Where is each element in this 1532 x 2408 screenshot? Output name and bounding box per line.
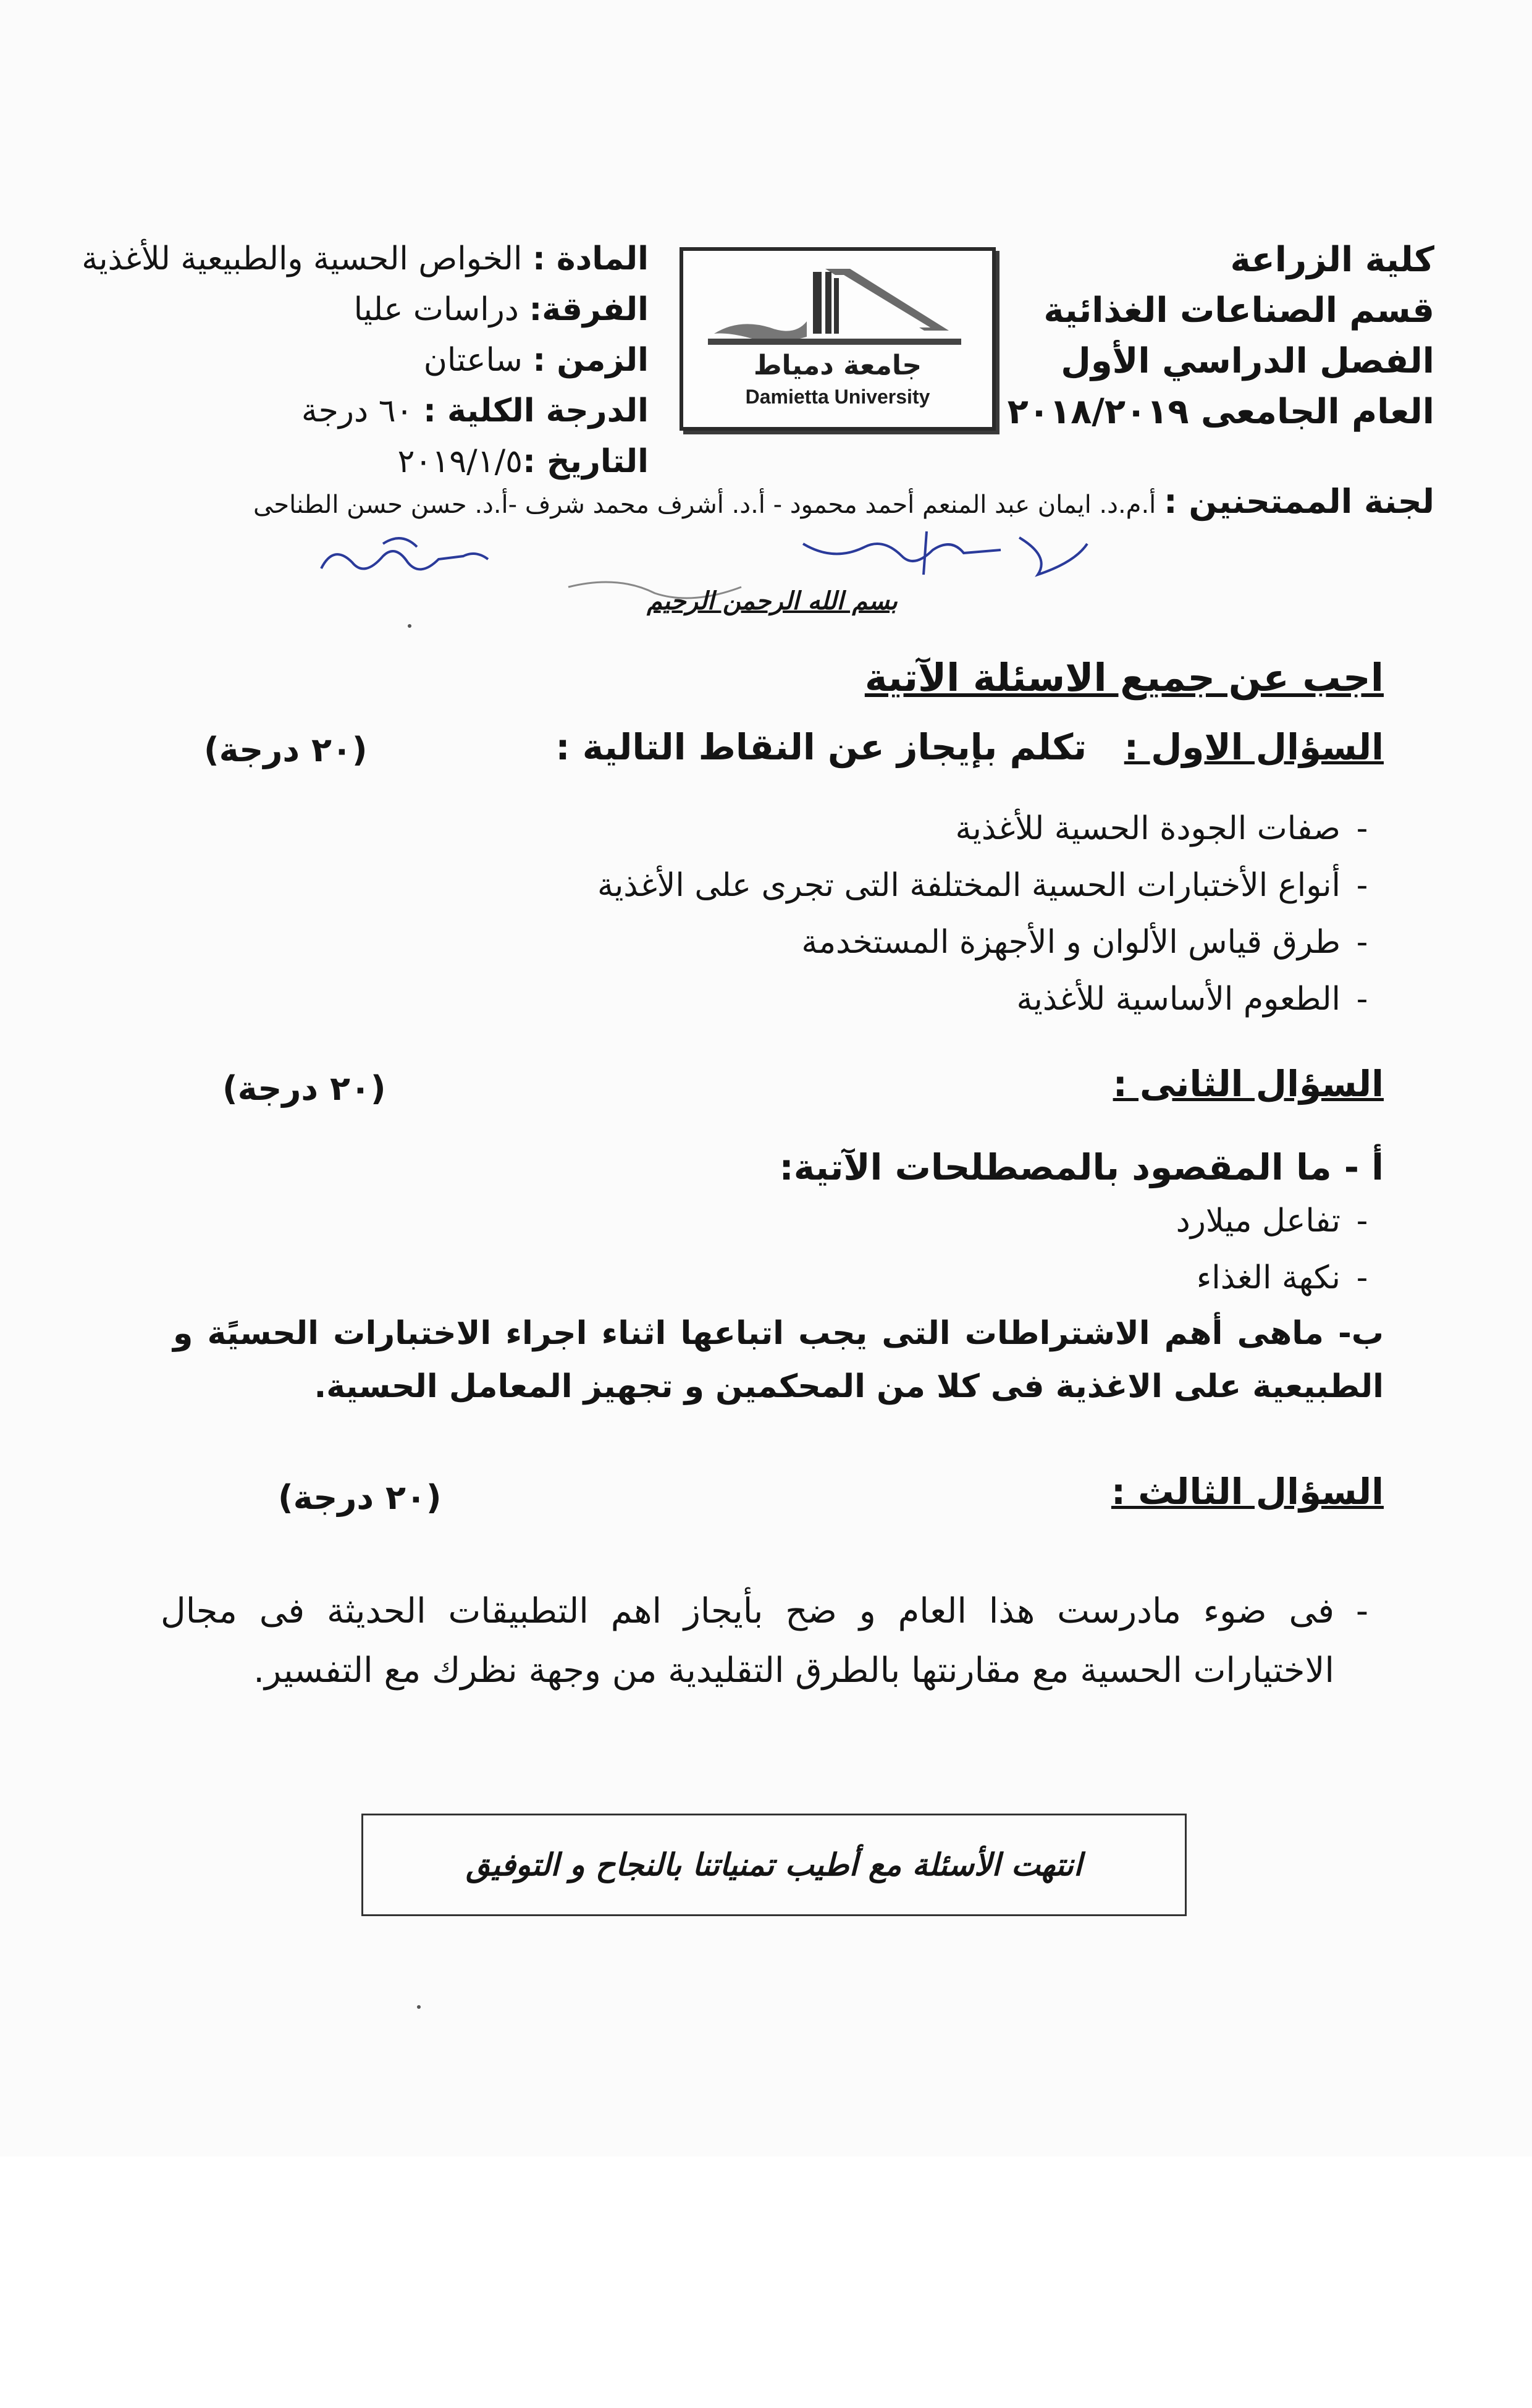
question-3-dash: - xyxy=(1355,1591,1369,1631)
logo-emblem-icon xyxy=(702,260,974,352)
level-value: دراسات عليا xyxy=(353,291,519,328)
basmala: بسم الله الرحمن الرحيم xyxy=(647,587,898,615)
question-2-title xyxy=(890,1063,1384,1105)
university-logo xyxy=(680,247,996,431)
question-2-part-b: ب- ماهى أهم الاشتراطات التى يجب اتباعها اثناء اجراء الاختبارات الحسيًة و الطبيعية على الاغذية فى كلا من المحكمين و تجهيز المعامل الحسية. xyxy=(173,1315,1384,1405)
academic-year: العام الجامعى ٢٠١٨/٢٠١٩ xyxy=(1007,392,1434,432)
level-label: الفرقة: xyxy=(529,291,649,328)
question-1-list xyxy=(395,800,1384,1028)
level-row xyxy=(142,284,649,335)
question-2-label: السؤال الثانى : xyxy=(1113,1063,1384,1105)
question-2-list xyxy=(395,1193,1384,1306)
time-label: الزمن : xyxy=(532,342,649,379)
date-row xyxy=(142,436,649,487)
question-3-title xyxy=(890,1471,1384,1513)
question-1-grade: (٢٠ درجة) xyxy=(204,730,368,769)
list-item: -الطعوم الأساسية للأغذية xyxy=(1016,981,1368,1018)
date-label: التاريخ : xyxy=(523,443,649,480)
question-2-grade: (٢٠ درجة) xyxy=(222,1069,386,1108)
college-header xyxy=(1007,235,1434,437)
list-item: -أنواع الأختبارات الحسية المختلفة التى تجرى على الأغذية xyxy=(597,867,1368,904)
list-item: -طرق قياس الألوان و الأجهزة المستخدمة xyxy=(801,924,1368,961)
question-2-part-a: أ - ما المقصود بالمصطلحات الآتية: xyxy=(779,1146,1384,1188)
subject-value: الخواص الحسية والطبيعية للأغذية xyxy=(82,240,523,277)
college-name: كلية الزراعة xyxy=(1230,240,1434,280)
scan-speck xyxy=(417,2005,421,2009)
logo-arabic-text: جامعة دمياط xyxy=(753,350,922,381)
semester: الفصل الدراسي الأول xyxy=(1061,341,1434,381)
exam-info xyxy=(82,234,649,487)
total-value: ٦٠ درجة xyxy=(301,392,413,429)
logo-english-text: Damietta University xyxy=(745,386,930,408)
list-item: -نكهة الغذاء xyxy=(1196,1259,1368,1296)
time-row xyxy=(142,335,649,386)
date-value: ٢٠١٩/١/٥ xyxy=(397,443,523,480)
question-3-text: فى ضوء مادرست هذا العام و ضح بأيجاز اهم التطبيقات الحديثة فى مجال الاختيارات الحسية مع مقارنتها بالطرق التقليدية من وجهة نظرك مع التفسير. xyxy=(161,1591,1334,1691)
closing-text: انتهت الأسئلة مع أطيب تمنياتنا بالنجاح و التوفيق xyxy=(466,1847,1082,1883)
instructions-heading: اجب عن جميع الاسئلة الآتية xyxy=(864,655,1384,700)
question-1-label: السؤال الاول : xyxy=(1124,726,1384,768)
question-3-grade: (٢٠ درجة) xyxy=(278,1478,442,1517)
subject-row xyxy=(82,234,649,284)
list-item: -صفات الجودة الحسية للأغذية xyxy=(955,810,1368,847)
total-label: الدرجة الكلية : xyxy=(423,392,649,429)
total-row xyxy=(142,386,649,436)
subject-label: المادة : xyxy=(532,240,649,277)
question-3-label: السؤال الثالث : xyxy=(1111,1471,1384,1513)
list-item: -تفاعل ميلارد xyxy=(1176,1202,1368,1240)
examiners-committee xyxy=(112,482,1434,521)
committee-label: لجنة الممتحنين : xyxy=(1163,482,1434,521)
closing-box xyxy=(361,1814,1187,1916)
time-value: ساعتان xyxy=(423,342,523,379)
question-1-prompt: تكلم بإيجاز عن النقاط التالية : xyxy=(555,726,1087,768)
question-3-body xyxy=(161,1582,1384,1700)
department-name: قسم الصناعات الغذائية xyxy=(1043,290,1434,331)
committee-members: أ.م.د. ايمان عبد المنعم أحمد محمود - أ.د. أشرف محمد شرف -أ.د. حسن حسن الطناحى xyxy=(253,491,1156,519)
question-1-title xyxy=(457,726,1384,768)
scan-speck xyxy=(408,624,411,628)
